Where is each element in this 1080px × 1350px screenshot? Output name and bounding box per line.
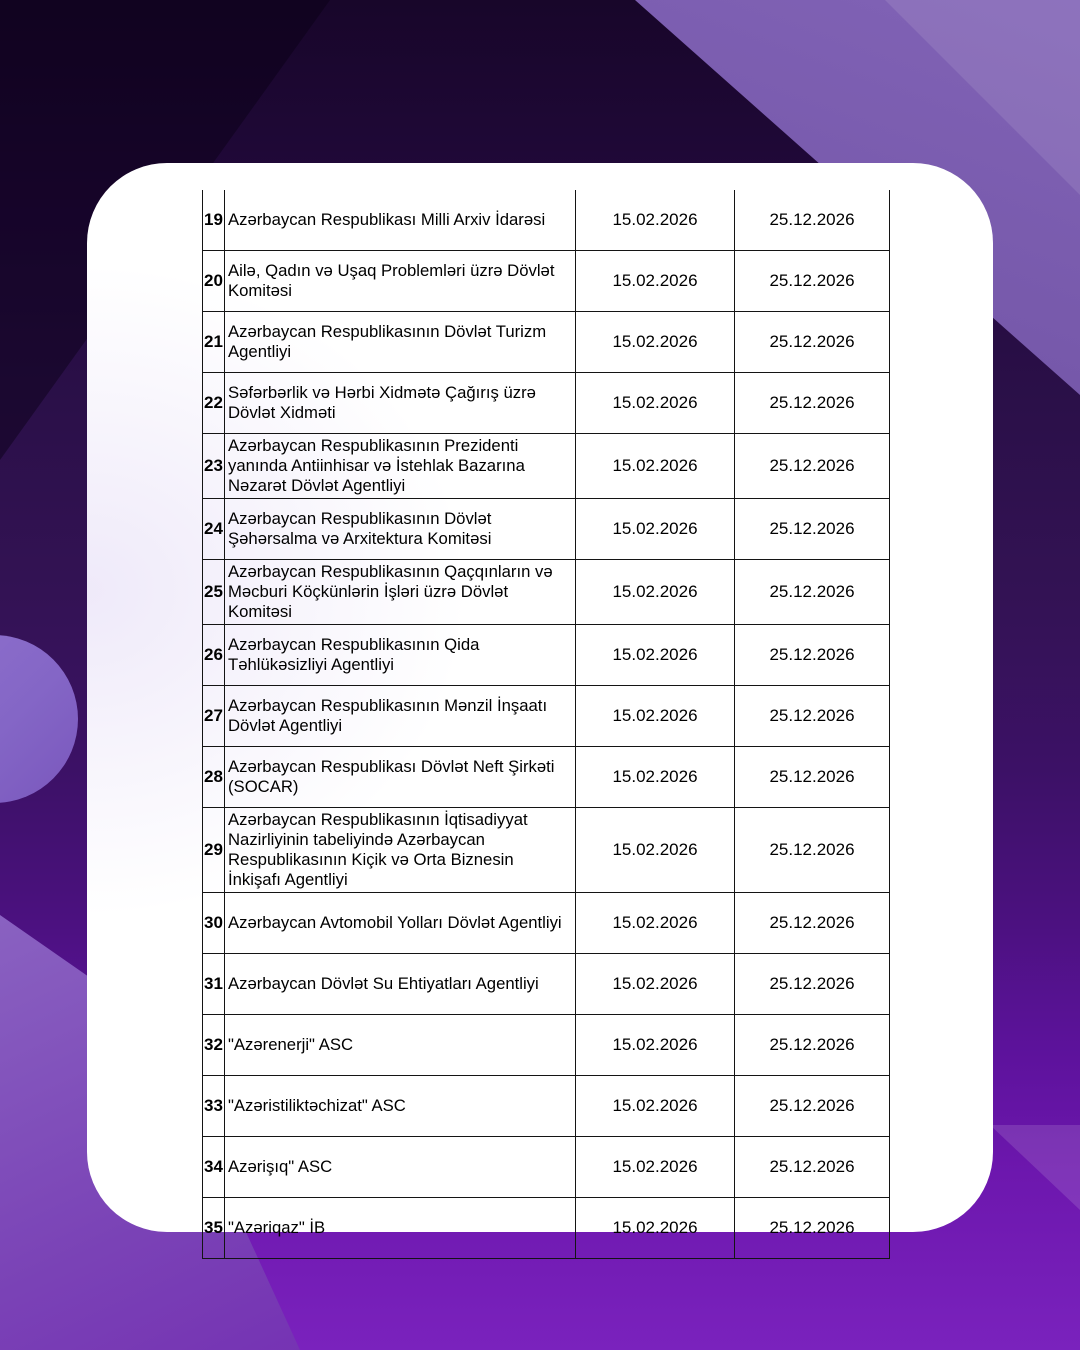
table-row xyxy=(203,560,890,625)
end-date-cell: 25.12.2026 xyxy=(735,808,890,893)
row-number-cell: 34 xyxy=(203,1137,225,1198)
end-date-cell: 25.12.2026 xyxy=(735,251,890,312)
row-number-cell: 20 xyxy=(203,251,225,312)
agency-name-cell: Səfərbərlik və Hərbi Xidmətə Çağırış üzrə Dövlət Xidməti xyxy=(225,373,576,434)
row-number-cell: 31 xyxy=(203,954,225,1015)
start-date-cell: 15.02.2026 xyxy=(576,251,735,312)
table-row xyxy=(203,1198,890,1259)
start-date-cell: 15.02.2026 xyxy=(576,954,735,1015)
table-row xyxy=(203,312,890,373)
agency-name-cell: Azərbaycan Respublikası Milli Arxiv İdarəsi xyxy=(225,190,576,251)
row-number-cell: 25 xyxy=(203,560,225,625)
agencies-table-body xyxy=(203,190,890,1259)
end-date-cell: 25.12.2026 xyxy=(735,1015,890,1076)
agency-name-cell: Azərbaycan Respublikasının Qaçqınların və Məcburi Köçkünlərin İşləri üzrə Dövlət Komitəsi xyxy=(225,560,576,625)
agency-name-cell: Azərbaycan Respublikasının Qida Təhlükəsizliyi Agentliyi xyxy=(225,625,576,686)
table-row xyxy=(203,190,890,251)
agency-name-cell: Azərbaycan Avtomobil Yolları Dövlət Agentliyi xyxy=(225,893,576,954)
end-date-cell: 25.12.2026 xyxy=(735,1198,890,1259)
end-date-cell: 25.12.2026 xyxy=(735,373,890,434)
start-date-cell: 15.02.2026 xyxy=(576,1015,735,1076)
start-date-cell: 15.02.2026 xyxy=(576,625,735,686)
agency-name-cell: Azərbaycan Respublikasının Mənzil İnşaatı Dövlət Agentliyi xyxy=(225,686,576,747)
table-row xyxy=(203,373,890,434)
agencies-table xyxy=(202,190,890,1259)
start-date-cell: 15.02.2026 xyxy=(576,747,735,808)
start-date-cell: 15.02.2026 xyxy=(576,893,735,954)
agency-name-cell: Azərbaycan Respublikası Dövlət Neft Şirkəti (SOCAR) xyxy=(225,747,576,808)
end-date-cell: 25.12.2026 xyxy=(735,747,890,808)
table-row xyxy=(203,251,890,312)
table-row xyxy=(203,1076,890,1137)
agency-name-cell: Azərbaycan Respublikasının Prezidenti yanında Antiinhisar və İstehlak Bazarına Nəzarət Dövlət Agentliyi xyxy=(225,434,576,499)
agency-name-cell: Ailə, Qadın və Uşaq Problemləri üzrə Dövlət Komitəsi xyxy=(225,251,576,312)
end-date-cell: 25.12.2026 xyxy=(735,686,890,747)
start-date-cell: 15.02.2026 xyxy=(576,1076,735,1137)
start-date-cell: 15.02.2026 xyxy=(576,560,735,625)
row-number-cell: 30 xyxy=(203,893,225,954)
agency-name-cell: "Azərenerji" ASC xyxy=(225,1015,576,1076)
row-number-cell: 29 xyxy=(203,808,225,893)
row-number-cell: 26 xyxy=(203,625,225,686)
row-number-cell: 27 xyxy=(203,686,225,747)
table-row xyxy=(203,893,890,954)
table-row xyxy=(203,686,890,747)
agency-name-cell: "Azəristiliktəchizat" ASC xyxy=(225,1076,576,1137)
start-date-cell: 15.02.2026 xyxy=(576,312,735,373)
table-row xyxy=(203,499,890,560)
table-row xyxy=(203,954,890,1015)
end-date-cell: 25.12.2026 xyxy=(735,190,890,251)
row-number-cell: 19 xyxy=(203,190,225,251)
row-number-cell: 32 xyxy=(203,1015,225,1076)
table-row xyxy=(203,434,890,499)
end-date-cell: 25.12.2026 xyxy=(735,1076,890,1137)
agency-name-cell: Azərbaycan Respublikasının Dövlət Şəhərsalma və Arxitektura Komitəsi xyxy=(225,499,576,560)
table-row xyxy=(203,1137,890,1198)
agency-name-cell: Azərbaycan Dövlət Su Ehtiyatları Agentliyi xyxy=(225,954,576,1015)
start-date-cell: 15.02.2026 xyxy=(576,373,735,434)
row-number-cell: 24 xyxy=(203,499,225,560)
agency-name-cell: Azərbaycan Respublikasının Dövlət Turizm Agentliyi xyxy=(225,312,576,373)
row-number-cell: 33 xyxy=(203,1076,225,1137)
agency-name-cell: "Azəriqaz" İB xyxy=(225,1198,576,1259)
start-date-cell: 15.02.2026 xyxy=(576,1198,735,1259)
table-row xyxy=(203,747,890,808)
end-date-cell: 25.12.2026 xyxy=(735,434,890,499)
row-number-cell: 28 xyxy=(203,747,225,808)
start-date-cell: 15.02.2026 xyxy=(576,808,735,893)
end-date-cell: 25.12.2026 xyxy=(735,1137,890,1198)
row-number-cell: 35 xyxy=(203,1198,225,1259)
row-number-cell: 22 xyxy=(203,373,225,434)
start-date-cell: 15.02.2026 xyxy=(576,1137,735,1198)
row-number-cell: 23 xyxy=(203,434,225,499)
agency-name-cell: Azərişıq" ASC xyxy=(225,1137,576,1198)
end-date-cell: 25.12.2026 xyxy=(735,499,890,560)
row-number-cell: 21 xyxy=(203,312,225,373)
end-date-cell: 25.12.2026 xyxy=(735,625,890,686)
table-row xyxy=(203,808,890,893)
start-date-cell: 15.02.2026 xyxy=(576,686,735,747)
table-row xyxy=(203,625,890,686)
document-card xyxy=(87,163,993,1237)
end-date-cell: 25.12.2026 xyxy=(735,954,890,1015)
start-date-cell: 15.02.2026 xyxy=(576,499,735,560)
agency-name-cell: Azərbaycan Respublikasının İqtisadiyyat Nazirliyinin tabeliyində Azərbaycan Respublikasının Kiçik və Orta Biznesin İnkişafı Agentliyi xyxy=(225,808,576,893)
start-date-cell: 15.02.2026 xyxy=(576,434,735,499)
table-row xyxy=(203,1015,890,1076)
end-date-cell: 25.12.2026 xyxy=(735,560,890,625)
end-date-cell: 25.12.2026 xyxy=(735,312,890,373)
start-date-cell: 15.02.2026 xyxy=(576,190,735,251)
end-date-cell: 25.12.2026 xyxy=(735,893,890,954)
